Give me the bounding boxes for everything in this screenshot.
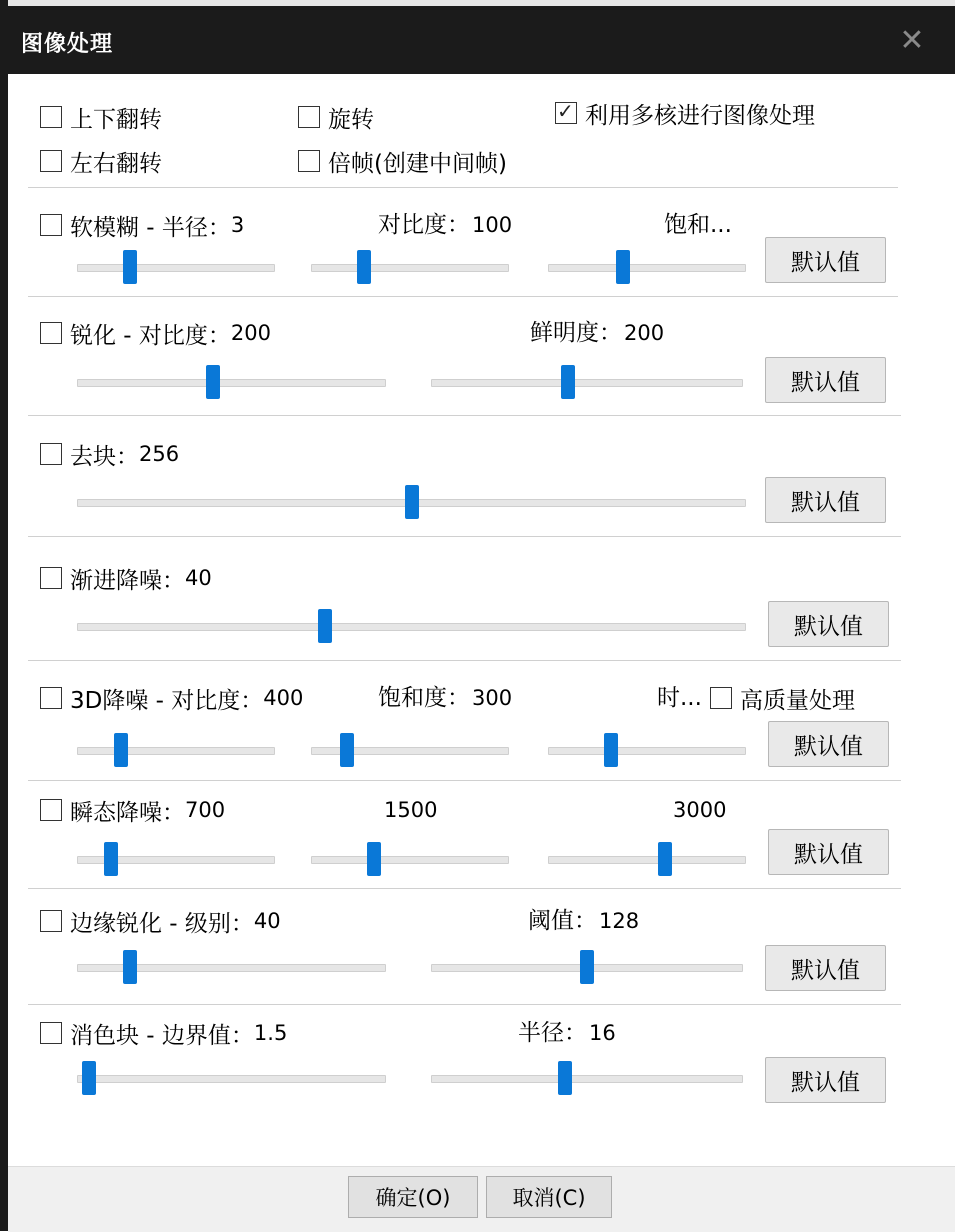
chroma-deblock-radius-value: 16 xyxy=(589,1021,616,1045)
edge-sharpen-level-slider[interactable] xyxy=(77,956,386,980)
double-frame-checkbox[interactable] xyxy=(298,147,507,175)
transient-denoise-value3: 3000 xyxy=(673,798,727,822)
progressive-denoise-value: 40 xyxy=(185,566,212,590)
close-icon[interactable]: ✕ xyxy=(899,23,925,58)
slider-track xyxy=(77,747,275,755)
soft-blur-contrast xyxy=(378,211,512,239)
transient-denoise-slider-1[interactable] xyxy=(77,848,275,872)
edge-sharpen-default-button[interactable]: 默认值 xyxy=(765,945,886,991)
checkbox-box xyxy=(40,910,62,932)
chroma-deblock-radius-label: 半径： xyxy=(518,1020,587,1046)
dialog-title: 图像处理 xyxy=(21,32,114,57)
slider-thumb[interactable] xyxy=(604,733,618,767)
chroma-deblock-default-button[interactable]: 默认值 xyxy=(765,1057,886,1103)
slider-thumb[interactable] xyxy=(318,609,332,643)
sharpen-label: 锐化 - 对比度： xyxy=(70,322,231,349)
checkbox-box xyxy=(298,150,320,172)
slider-thumb[interactable] xyxy=(114,733,128,767)
edge-sharpen-threshold xyxy=(528,907,639,935)
checkbox-box-checked xyxy=(555,102,577,124)
edge-sharpen-checkbox[interactable] xyxy=(40,907,281,935)
deblock-value: 256 xyxy=(139,442,180,466)
separator xyxy=(28,536,901,537)
slider-thumb[interactable] xyxy=(82,1061,96,1095)
progressive-denoise-label: 渐进降噪： xyxy=(70,567,185,594)
slider-thumb[interactable] xyxy=(357,250,371,284)
flip-vertical-label: 上下翻转 xyxy=(70,106,162,133)
soft-blur-checkbox[interactable] xyxy=(40,211,244,239)
denoise-3d-saturation-label: 饱和度： xyxy=(378,685,470,711)
slider-thumb[interactable] xyxy=(123,250,137,284)
slider-track xyxy=(77,623,746,631)
window-left-edge xyxy=(0,0,8,1231)
edge-sharpen-label: 边缘锐化 - 级别： xyxy=(70,910,254,937)
soft-blur-default-button[interactable]: 默认值 xyxy=(765,237,886,283)
deblock-checkbox[interactable] xyxy=(40,440,179,468)
rotate-checkbox[interactable] xyxy=(298,103,374,131)
transient-denoise-label: 瞬态降噪： xyxy=(70,799,185,826)
progressive-denoise-checkbox[interactable] xyxy=(40,564,212,592)
transient-denoise-checkbox[interactable] xyxy=(40,796,225,824)
transient-denoise-default-button[interactable]: 默认值 xyxy=(768,829,889,875)
denoise-3d-value: 400 xyxy=(263,686,304,710)
sharpen-value: 200 xyxy=(230,321,272,345)
sharpen-contrast-slider[interactable] xyxy=(77,371,386,395)
denoise-3d-saturation xyxy=(378,684,512,712)
slider-thumb[interactable] xyxy=(405,485,419,519)
slider-thumb[interactable] xyxy=(658,842,672,876)
soft-blur-contrast-slider[interactable] xyxy=(311,256,509,280)
slider-thumb[interactable] xyxy=(580,950,594,984)
soft-blur-saturation-label: 饱和... xyxy=(664,212,732,238)
checkbox-box xyxy=(40,214,62,236)
transient-denoise-slider-2[interactable] xyxy=(311,848,509,872)
chroma-deblock-value: 1.5 xyxy=(253,1021,288,1045)
denoise-3d-saturation-value: 300 xyxy=(472,686,513,710)
chroma-deblock-checkbox[interactable] xyxy=(40,1019,287,1047)
sharpen-default-button[interactable]: 默认值 xyxy=(765,357,886,403)
separator xyxy=(28,415,901,416)
slider-thumb[interactable] xyxy=(558,1061,572,1095)
deblock-default-button[interactable]: 默认值 xyxy=(765,477,886,523)
progressive-denoise-slider[interactable] xyxy=(77,615,746,639)
slider-track xyxy=(311,856,509,864)
separator xyxy=(28,780,901,781)
slider-track xyxy=(431,1075,743,1083)
slider-thumb[interactable] xyxy=(206,365,220,399)
dialog-footer xyxy=(8,1166,955,1232)
soft-blur-label: 软模糊 - 半径： xyxy=(70,214,231,241)
checkbox-box xyxy=(40,106,62,128)
ok-button[interactable]: 确定(O) xyxy=(348,1176,478,1218)
chroma-deblock-border-slider[interactable] xyxy=(77,1067,386,1091)
transient-denoise-value: 700 xyxy=(185,798,226,822)
checkbox-box xyxy=(710,687,732,709)
multicore-label: 利用多核进行图像处理 xyxy=(585,102,815,129)
slider-track xyxy=(77,1075,386,1083)
separator xyxy=(28,187,898,188)
denoise-3d-time-slider[interactable] xyxy=(548,739,746,763)
rotate-label: 旋转 xyxy=(328,106,374,133)
slider-track xyxy=(77,379,386,387)
checkbox-box xyxy=(40,567,62,589)
slider-track xyxy=(431,379,743,387)
denoise-3d-default-button[interactable]: 默认值 xyxy=(768,721,889,767)
separator xyxy=(28,1004,901,1005)
checkbox-box xyxy=(40,150,62,172)
separator xyxy=(28,888,901,889)
progressive-denoise-default-button[interactable]: 默认值 xyxy=(768,601,889,647)
slider-thumb[interactable] xyxy=(340,733,354,767)
flip-horizontal-checkbox[interactable] xyxy=(40,147,162,175)
chroma-deblock-radius-slider[interactable] xyxy=(431,1067,743,1091)
checkbox-box xyxy=(40,322,62,344)
separator xyxy=(28,296,898,297)
slider-thumb[interactable] xyxy=(561,365,575,399)
transient-denoise-slider-3[interactable] xyxy=(548,848,746,872)
sharpen-checkbox[interactable] xyxy=(40,319,271,347)
double-frame-label: 倍帧(创建中间帧) xyxy=(328,150,507,177)
soft-blur-saturation-slider[interactable] xyxy=(548,256,746,280)
soft-blur-radius-slider[interactable] xyxy=(77,256,275,280)
soft-blur-contrast-value: 100 xyxy=(472,213,513,237)
multicore-checkbox[interactable] xyxy=(555,99,815,127)
title-bar[interactable] xyxy=(0,6,955,74)
high-quality-checkbox[interactable] xyxy=(710,684,855,712)
slider-track xyxy=(548,264,746,272)
edge-sharpen-threshold-label: 阈值： xyxy=(528,908,597,934)
deblock-slider[interactable] xyxy=(77,491,746,515)
slider-track xyxy=(548,856,746,864)
checkbox-box xyxy=(40,799,62,821)
checkbox-box xyxy=(40,443,62,465)
slider-thumb[interactable] xyxy=(616,250,630,284)
edge-sharpen-threshold-value: 128 xyxy=(599,909,640,933)
cancel-button[interactable]: 取消(C) xyxy=(486,1176,612,1218)
chroma-deblock-label: 消色块 - 边界值： xyxy=(70,1022,254,1049)
deblock-label: 去块： xyxy=(70,443,139,470)
sharpen-clarity xyxy=(530,319,664,347)
separator xyxy=(28,660,901,661)
slider-thumb[interactable] xyxy=(104,842,118,876)
denoise-3d-saturation-slider[interactable] xyxy=(311,739,509,763)
denoise-3d-label: 3D降噪 - 对比度： xyxy=(70,687,264,714)
slider-track xyxy=(548,747,746,755)
soft-blur-contrast-label: 对比度： xyxy=(378,212,470,238)
sharpen-clarity-value: 200 xyxy=(624,321,665,345)
slider-track xyxy=(77,264,275,272)
denoise-3d-time-label: 时... xyxy=(657,685,702,711)
sharpen-clarity-slider[interactable] xyxy=(431,371,743,395)
chroma-deblock-radius xyxy=(518,1019,616,1047)
slider-thumb[interactable] xyxy=(367,842,381,876)
checkbox-box xyxy=(40,1022,62,1044)
high-quality-label: 高质量处理 xyxy=(740,687,855,714)
slider-thumb[interactable] xyxy=(123,950,137,984)
denoise-3d-contrast-slider[interactable] xyxy=(77,739,275,763)
edge-sharpen-value: 40 xyxy=(253,909,281,933)
flip-horizontal-label: 左右翻转 xyxy=(70,150,162,177)
flip-vertical-checkbox[interactable] xyxy=(40,103,162,131)
denoise-3d-checkbox[interactable] xyxy=(40,684,303,712)
transient-denoise-value2: 1500 xyxy=(384,798,438,822)
checkbox-box xyxy=(40,687,62,709)
slider-track xyxy=(311,264,509,272)
soft-blur-value: 3 xyxy=(230,213,245,237)
edge-sharpen-threshold-slider[interactable] xyxy=(431,956,743,980)
sharpen-clarity-label: 鲜明度： xyxy=(530,320,622,346)
checkbox-box xyxy=(298,106,320,128)
